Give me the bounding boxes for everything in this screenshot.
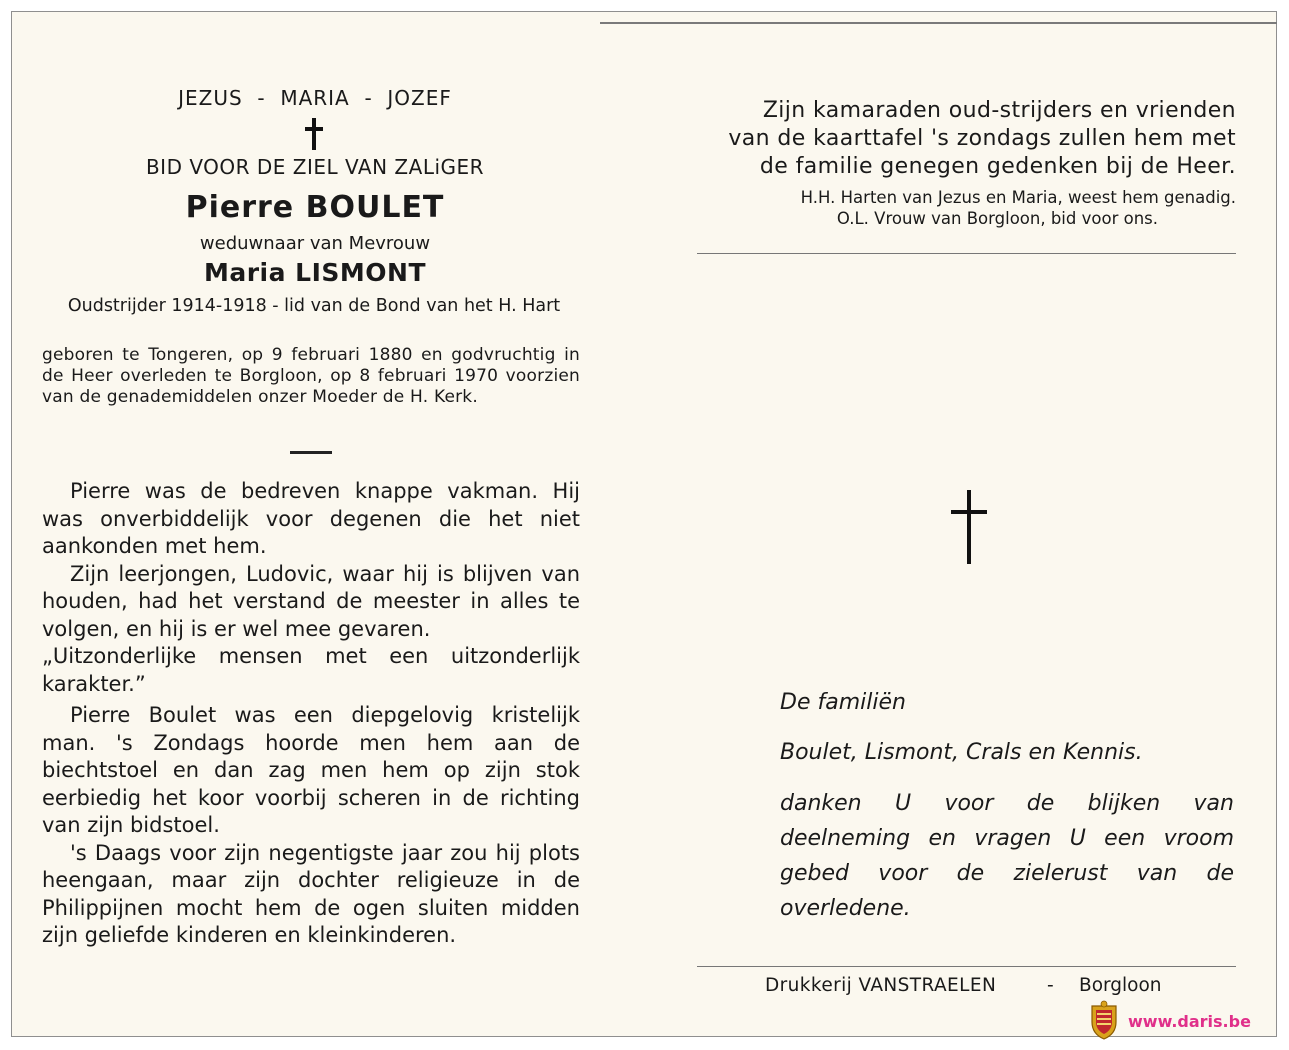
prayer-hearts: H.H. Harten van Jezus en Maria, weest hem genadig. [800,188,1236,207]
deceased-name: Pierre BOULET [185,190,445,225]
divider-top [697,253,1236,254]
families-label: De familiën [780,690,906,715]
family-names: Boulet, Lismont, Crals en Kennis. [780,740,1143,765]
cross-large-icon [951,490,987,564]
invocation: JEZUS - MARIA - JOZEF [178,86,452,110]
verse-line-1: Zijn kamaraden oud-strijders en vrienden [762,98,1236,123]
birth-death-info: geboren te Tongeren, op 9 februari 1880 en godvruchtig in de Heer overleden te Borgloon, op 8 februari 1970 voorzien van de genademiddelen onzer Moeder de H. Kerk. [42,345,580,407]
eulogy-paragraph-4: 's Daags voor zijn negentigste jaar zou hij plots heengaan, maar zijn dochter religieuze in de Philippijnen mocht hem de ogen sluiten midden zijn geliefde kinderen en kleinkinderen. [42,840,580,947]
eulogy [42,478,580,950]
verse-line-3: de familie genegen gedenken bij de Heer. [759,154,1236,179]
prayer-line: BID VOOR DE ZIEL VAN ZALiGER [145,155,485,179]
thanks-text [780,786,1234,926]
printer-name: Drukkerij VANSTRAELEN [765,975,997,996]
verse-line-2: van de kaarttafel 's zondags zullen hem met [728,126,1236,151]
separator-dash [290,451,332,454]
divider-bottom [697,966,1236,967]
printer-separator: - [1047,975,1054,996]
card-top-edge [600,22,1277,24]
eulogy-quote: „Uitzonderlijke mensen met een uitzonderlijk karakter.” [42,644,580,696]
eulogy-paragraph-2: Zijn leerjongen, Ludovic, waar hij is blijven van houden, had het verstand de meester in alles te volgen, en hij is er wel mee gevaren. [42,561,580,641]
spouse-name: Maria LISMONT [203,258,427,287]
crest-logo-icon [1088,1000,1120,1040]
printer-city: Borgloon [1079,975,1162,996]
eulogy-paragraph-1: Pierre was de bedreven knappe vakman. Hij was onverbiddelijk voor degenen die het niet aankonden met hem. [42,479,580,558]
veteran-line: Oudstrijder 1914-1918 - lid van de Bond van het H. Hart [67,296,561,316]
widower-line: weduwnaar van Mevrouw [199,233,431,254]
cross-icon [305,118,323,150]
thanks-paragraph: danken U voor de blijken van deelneming en vragen U een vroom gebed voor de zielerust van de overledene. [780,791,1234,921]
watermark-url: www.daris.be [1128,1012,1251,1031]
prayer-borgloon: O.L. Vrouw van Borgloon, bid voor ons. [836,209,1158,228]
eulogy-paragraph-3: Pierre Boulet was een diepgelovig kristelijk man. 's Zondags hoorde men hem aan de biechtstoel en dan zag men hem op zijn stok eerbiedig het koor voorbij scheren in de richting van zijn bidstoel. [42,703,580,837]
